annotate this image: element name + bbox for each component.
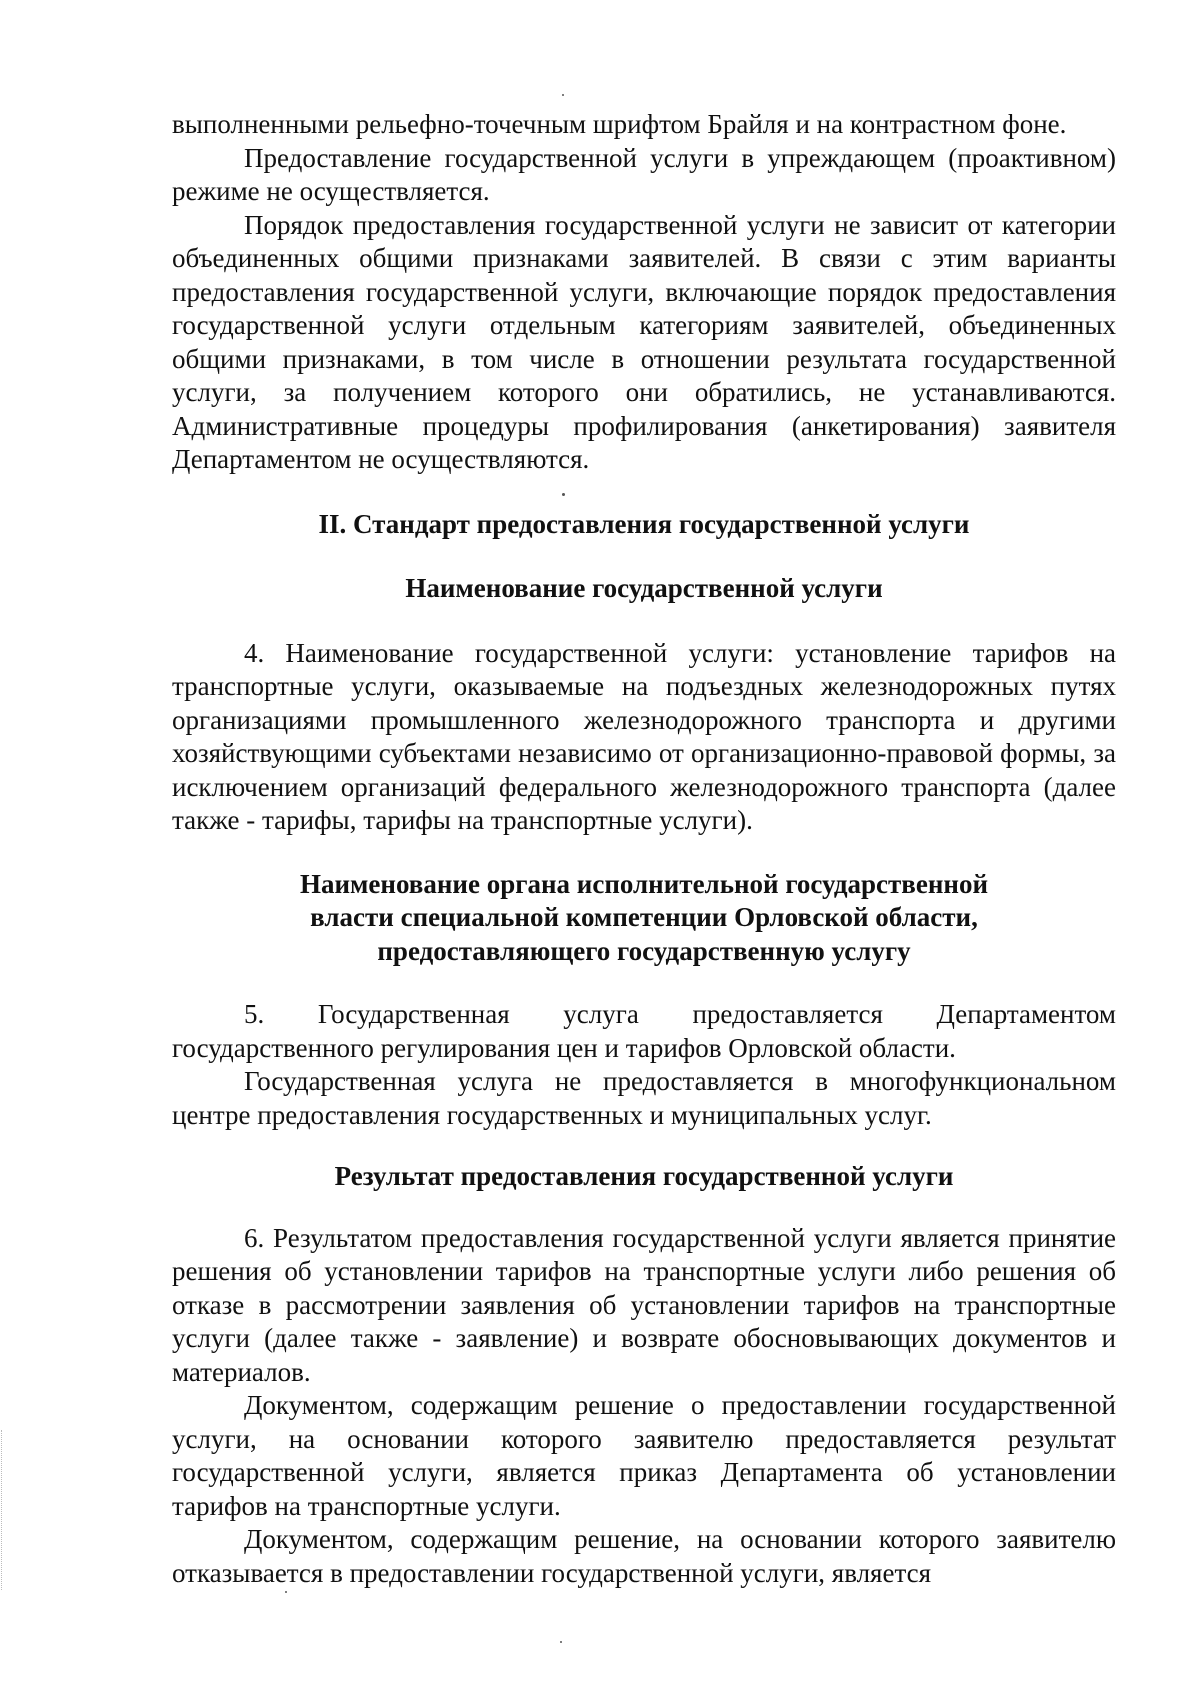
paragraph-4-service-name: 4. Наименование государственной услуги: установление тарифов на транспортные услуги, оказываемые на подъездных железнодорожных путях организациями промышленного железнодорожного транспорта и другими хозяйствующими субъектами независимо от организационно-правовой формы, за исключением организаций федерального железнодорожного транспорта (далее также - тарифы, тарифы на транспортные услуги).: [172, 637, 1116, 835]
paragraph-proactive: Предоставление государственной услуги в упреждающем (проактивном) режиме не осуществляется.: [172, 142, 1116, 206]
section-heading-standard: II. Стандарт предоставления государственной услуги: [318, 508, 970, 539]
paragraph-6-result: 6. Результатом предоставления государственной услуги является принятие решения об установлении тарифов на транспортные услуги либо решения об отказе в рассмотрении заявления об установлении тарифов на транспортные услуги (далее также - заявление) и возврате обосновывающих документов и материалов.: [172, 1222, 1116, 1387]
heading-organ-line-1: Наименование органа исполнительной государственной: [299, 868, 989, 899]
heading-organ-line-3: предоставляющего государственную услугу: [377, 935, 911, 966]
heading-organ: [172, 868, 1116, 969]
heading-result: Результат предоставления государственной услуги: [334, 1161, 954, 1191]
scan-speck: [562, 493, 565, 496]
paragraph-5-mfc: Государственная услуга не предоставляется в многофункциональном центре предоставления государственных и муниципальных услуг.: [172, 1066, 1116, 1130]
paragraph-6-decision-document: Документом, содержащим решение о предоставлении государственной услуги, на основании которого заявителю предоставляется результат государственной услуги, является приказ Департамента об установлении тарифов на транспортные услуги.: [172, 1390, 1116, 1521]
paragraph-procedure-order: Порядок предоставления государственной услуги не зависит от категории объединенных общими признаками заявителей. В связи с этим варианты предоставления государственной услуги, включающие порядок предоставления государственной услуги отдельным категориям заявителей, объединенных общими признаками, в том числе в отношении результата государственной услуги, за получением которого они обратились, не устанавливаются. Административные процедуры профилирования (анкетирования) заявителя Департаментом не осуществляются.: [172, 209, 1116, 474]
heading-organ-line-2: власти специальной компетенции Орловской области,: [310, 902, 978, 932]
scan-speck: [560, 1641, 562, 1643]
scan-margin-line: [1, 1430, 3, 1590]
heading-service-name: Наименование государственной услуги: [405, 573, 883, 603]
paragraph-6-refusal-document: Документом, содержащим решение, на основании которого заявителю отказывается в предоставлении государственной услуги, является: [172, 1524, 1116, 1588]
paragraph-braille: выполненными рельефно-точечным шрифтом Брайля и на контрастном фоне.: [172, 109, 1067, 139]
scan-speck: [285, 1591, 287, 1593]
scan-speck: [562, 94, 564, 96]
paragraph-5-provider: 5. Государственная услуга предоставляется Департаментом государственного регулирования цен и тарифов Орловской области.: [172, 999, 1116, 1063]
document-page: [172, 108, 1116, 1590]
